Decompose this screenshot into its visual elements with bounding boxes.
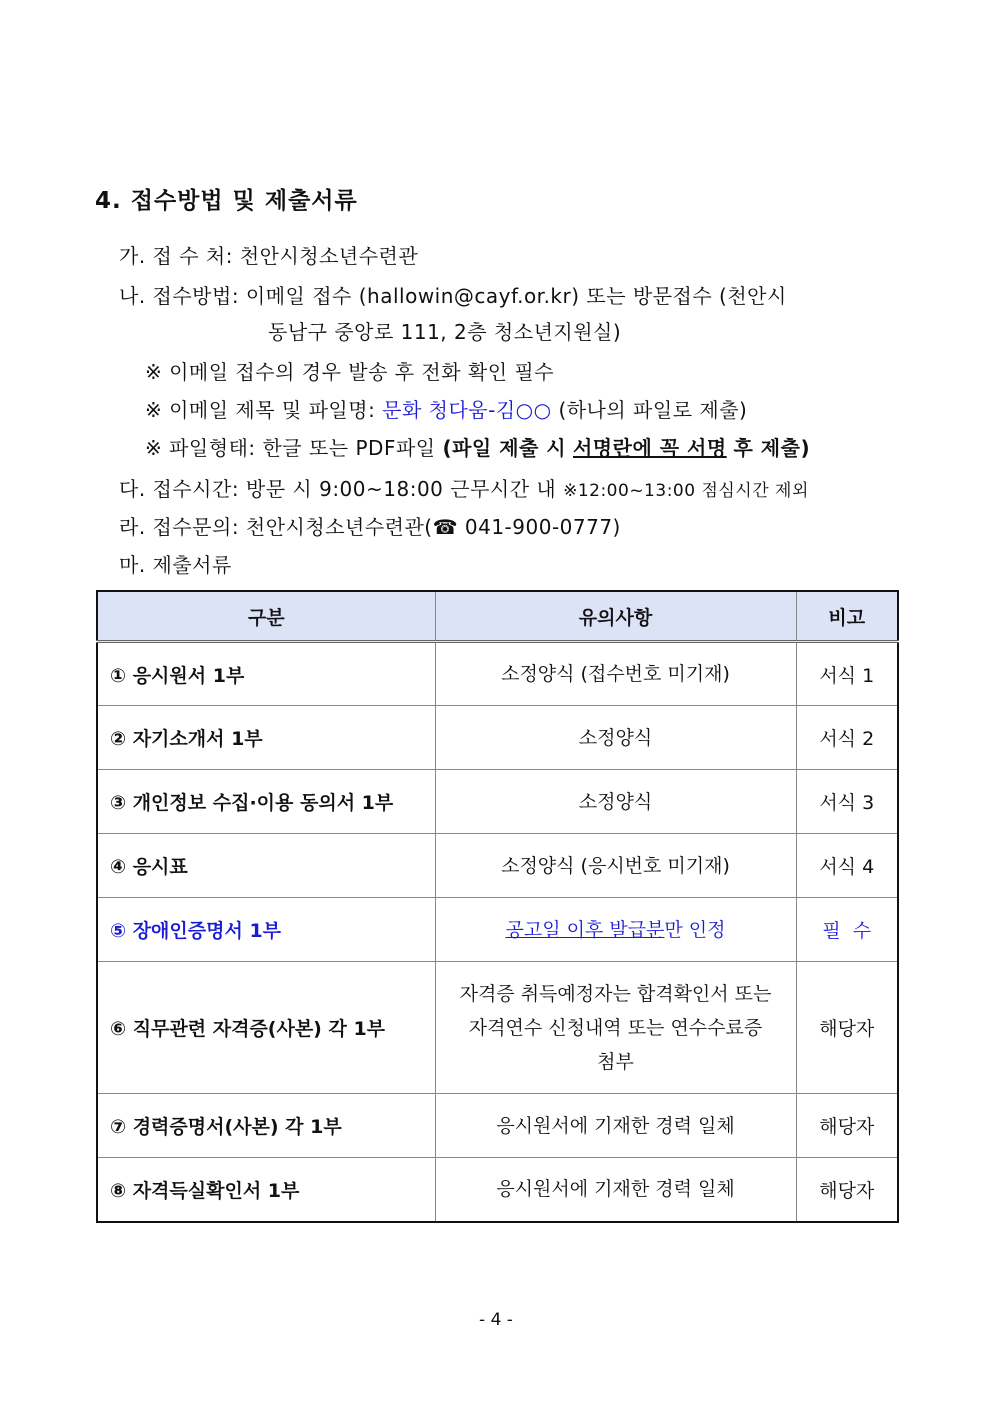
doc-remark: 서식 3 xyxy=(796,770,898,834)
item-na-value-line2: 동남구 중앙로 111, 2층 청소년지원실) xyxy=(268,320,622,344)
item-ga-value: 천안시청소년수련관 xyxy=(239,244,419,268)
doc-note-underlined: 공고일 이후 발급분 xyxy=(505,918,665,941)
note-email-subject-prefix: ※ 이메일 제목 및 파일명: xyxy=(145,398,376,422)
header-category: 구분 xyxy=(97,591,435,642)
table-row xyxy=(97,642,898,706)
doc-name: ③ 개인정보 수집·이용 동의서 1부 xyxy=(97,770,435,834)
doc-remark: 필 수 xyxy=(796,898,898,962)
doc-note-line: 자격증 취득예정자는 합격확인서 또는 xyxy=(459,982,772,1005)
table-row xyxy=(97,898,898,962)
item-ra-value: 천안시청소년수련관(☎ 041-900-0777) xyxy=(245,515,621,539)
doc-name: ⑥ 직무관련 자격증(사본) 각 1부 xyxy=(97,962,435,1094)
doc-name: ⑦ 경력증명서(사본) 각 1부 xyxy=(97,1094,435,1158)
table-row xyxy=(97,834,898,898)
doc-note xyxy=(435,962,796,1094)
item-ga xyxy=(119,240,418,269)
note-file-type-prefix: ※ 파일형태: 한글 또는 PDF파일 xyxy=(145,436,436,460)
note-email-call: ※ 이메일 접수의 경우 발송 후 전화 확인 필수 xyxy=(145,360,555,384)
doc-note: 소정양식 (응시번호 미기재) xyxy=(435,834,796,898)
page-number: - 4 - xyxy=(479,1310,513,1330)
note-file-type-bold-close: 후 제출) xyxy=(733,436,811,460)
doc-note-line: 자격연수 신청내역 또는 연수수료증 xyxy=(468,1016,763,1039)
note-email-subject xyxy=(145,394,747,423)
note-file-type-underlined: 서명란에 꼭 서명 xyxy=(572,436,727,460)
doc-remark: 해당자 xyxy=(796,962,898,1094)
table-row xyxy=(97,770,898,834)
table-row xyxy=(97,1094,898,1158)
item-ga-label: 가. 접 수 처: xyxy=(119,244,233,268)
note-file-type xyxy=(145,432,810,461)
doc-remark: 서식 2 xyxy=(796,706,898,770)
item-da-value: 방문 시 9:00~18:00 근무시간 내 xyxy=(245,477,557,501)
doc-note xyxy=(435,898,796,962)
header-notes: 유의사항 xyxy=(435,591,796,642)
note-email-subject-suffix: (하나의 파일로 제출) xyxy=(558,398,748,422)
table-row xyxy=(97,706,898,770)
doc-name: ② 자기소개서 1부 xyxy=(97,706,435,770)
item-na-label: 나. 접수방법: xyxy=(119,284,240,308)
item-da xyxy=(119,473,809,502)
doc-remark: 해당자 xyxy=(796,1158,898,1222)
table-row xyxy=(97,962,898,1094)
doc-name: ① 응시원서 1부 xyxy=(97,642,435,706)
doc-note: 응시원서에 기재한 경력 일체 xyxy=(435,1158,796,1222)
item-na xyxy=(119,280,787,309)
table-header-row xyxy=(97,591,898,642)
item-ma: 마. 제출서류 xyxy=(119,553,232,577)
item-da-small-note: ※12:00~13:00 점심시간 제외 xyxy=(563,481,809,501)
doc-note: 소정양식 (접수번호 미기재) xyxy=(435,642,796,706)
doc-name: ⑧ 자격득실확인서 1부 xyxy=(97,1158,435,1222)
item-ra xyxy=(119,511,621,540)
note-email-subject-highlight: 문화 청다움-김○○ xyxy=(382,398,552,422)
doc-note-line: 첨부 xyxy=(597,1050,634,1073)
doc-remark: 서식 4 xyxy=(796,834,898,898)
doc-remark: 해당자 xyxy=(796,1094,898,1158)
table-row xyxy=(97,1158,898,1222)
note-file-type-bold-open: (파일 제출 시 xyxy=(442,436,567,460)
submission-documents-table xyxy=(96,590,899,1223)
doc-note: 소정양식 xyxy=(435,706,796,770)
header-remarks: 비고 xyxy=(796,591,898,642)
doc-note: 소정양식 xyxy=(435,770,796,834)
doc-name: ④ 응시표 xyxy=(97,834,435,898)
item-na-value-line1: 이메일 접수 (hallowin@cayf.or.kr) 또는 방문접수 (천안시 xyxy=(245,284,787,308)
doc-note: 응시원서에 기재한 경력 일체 xyxy=(435,1094,796,1158)
doc-name: ⑤ 장애인증명서 1부 xyxy=(97,898,435,962)
doc-remark: 서식 1 xyxy=(796,642,898,706)
doc-note-rest: 만 인정 xyxy=(664,918,726,941)
item-da-label: 다. 접수시간: xyxy=(119,477,240,501)
item-ra-label: 라. 접수문의: xyxy=(119,515,240,539)
section-heading: 4. 접수방법 및 제출서류 xyxy=(95,188,358,214)
